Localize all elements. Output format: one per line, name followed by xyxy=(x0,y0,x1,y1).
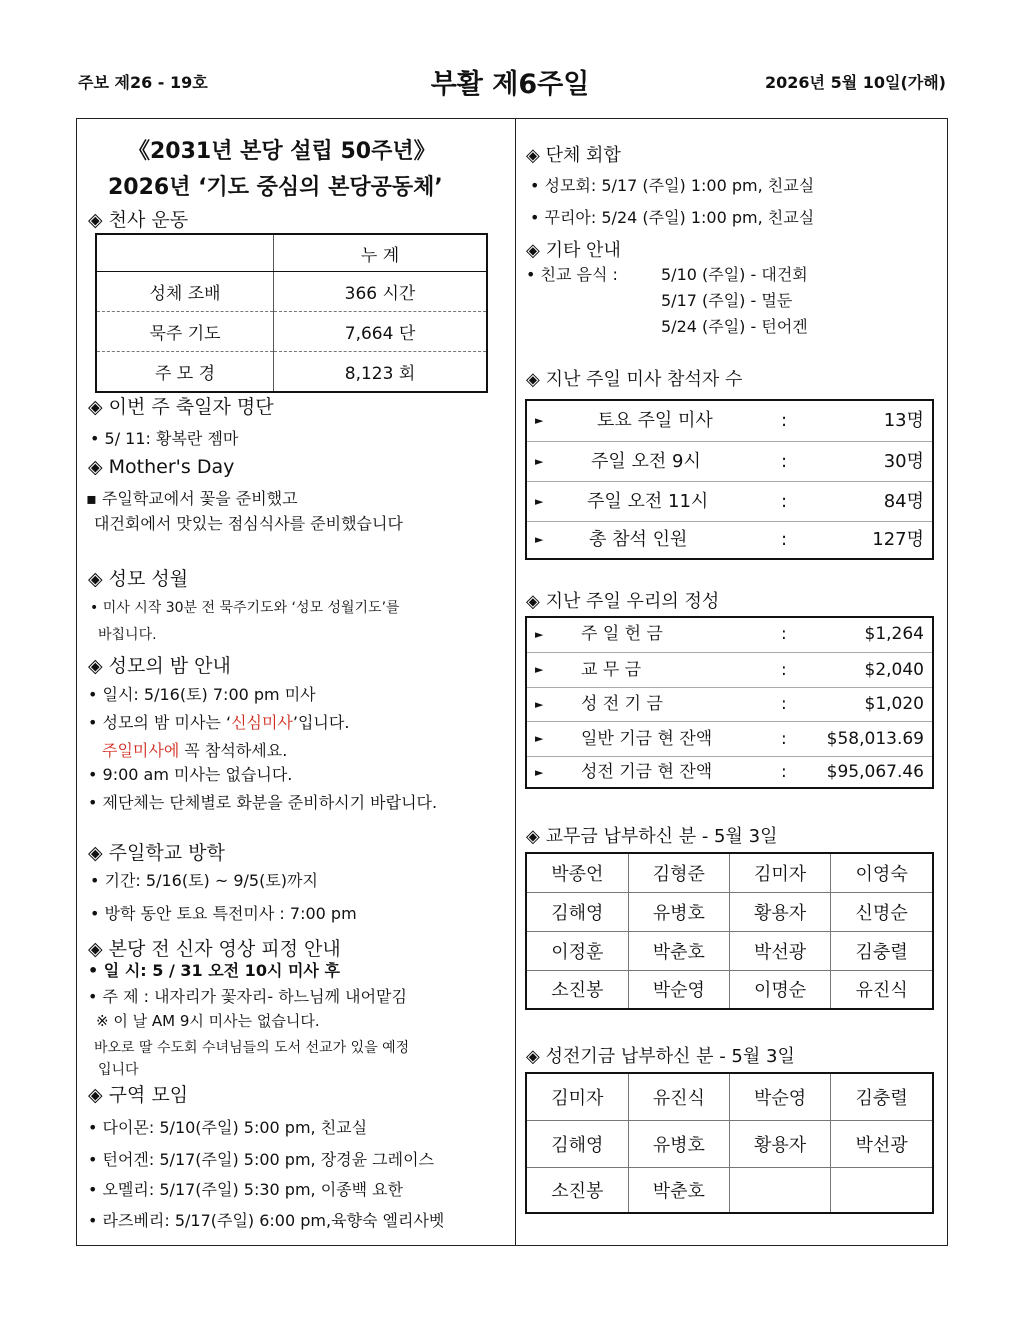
donor-name: 이정훈 xyxy=(526,931,628,970)
offering-label: 성 전 기 금 xyxy=(581,694,663,714)
mary-night-item2: • 성모의 밤 미사는 ‘신심미사’입니다. xyxy=(88,713,350,732)
issue-number: 주보 제26 - 19호 xyxy=(78,73,208,92)
offering-box xyxy=(525,616,934,789)
donor-name: 김충렬 xyxy=(831,931,933,970)
table-row xyxy=(96,352,487,393)
attendance-value: 13명 xyxy=(883,410,924,431)
arrow-icon: ► xyxy=(535,533,544,546)
retreat-item4: 바오로 딸 수도회 수녀님들의 도서 선교가 있을 예정 xyxy=(94,1040,410,1056)
groups-item2: • 꾸리아: 5/24 (주일) 1:00 pm, 친교실 xyxy=(530,208,815,227)
donor-name: 이영숙 xyxy=(831,853,933,892)
attendance-value: 84명 xyxy=(883,491,924,512)
school-item1: • 기간: 5/16(토) ~ 9/5(토)까지 xyxy=(90,871,318,890)
food-item3: 5/24 (주일) - 턴어겐 xyxy=(661,317,808,336)
district-item: • 오멜리: 5/17(주일) 5:30 pm, 이종백 요한 xyxy=(88,1180,404,1199)
district-item: • 다이몬: 5/10(주일) 5:00 pm, 친교실 xyxy=(88,1118,368,1137)
donor-name: 김해영 xyxy=(526,892,628,931)
attendance-label: 토요 주일 미사 xyxy=(597,410,713,431)
donor-name: 김형준 xyxy=(628,853,729,892)
angel-section-title: ◈ 천사 운동 xyxy=(88,209,189,231)
highlight-text: 신심미사 xyxy=(231,713,293,732)
angel-row-value: 7,664 단 xyxy=(274,312,488,352)
may-section-title: ◈ 성모 성월 xyxy=(88,568,189,590)
offering-section-title: ◈ 지난 주일 우리의 정성 xyxy=(526,591,720,612)
donor-name: 김미자 xyxy=(729,853,830,892)
donor-name xyxy=(831,1167,933,1213)
offering-label: 주 일 헌 금 xyxy=(581,624,663,644)
table-row xyxy=(526,931,933,970)
building-fund-table xyxy=(525,1072,934,1214)
mary-night-item4: • 9:00 am 미사는 없습니다. xyxy=(88,765,293,784)
may-line2: 바칩니다. xyxy=(98,627,157,643)
mothers-day-title: ◈ Mother's Day xyxy=(88,456,235,478)
donor-name: 이명순 xyxy=(729,970,830,1009)
table-row: ► 총 참석 인원 : 127명 xyxy=(527,521,932,558)
arrow-icon: ► xyxy=(535,766,544,779)
attendance-value: 30명 xyxy=(883,451,924,472)
angel-header-label: 누 계 xyxy=(274,234,488,272)
offering-label: 일반 기금 현 잔액 xyxy=(581,729,713,749)
table-row: ► 교 무 금 : $2,040 xyxy=(527,652,932,687)
attendance-label: 총 참석 인원 xyxy=(589,529,688,550)
district-item: • 턴어겐: 5/17(주일) 5:00 pm, 장경윤 그레이스 xyxy=(88,1150,434,1169)
feast-section-title: ◈ 이번 주 축일자 명단 xyxy=(88,396,274,418)
angel-table xyxy=(95,233,488,393)
attendance-label: 주일 오전 9시 xyxy=(591,451,701,472)
donor-name: 소진봉 xyxy=(526,1167,628,1213)
offering-value: $2,040 xyxy=(864,660,924,680)
parish-dues-table xyxy=(525,852,934,1010)
district-section-title: ◈ 구역 모임 xyxy=(88,1084,189,1106)
table-row xyxy=(96,234,487,272)
school-section-title: ◈ 주일학교 방학 xyxy=(88,842,225,864)
mothers-day-line1: ▪ 주일학교에서 꽃을 준비했고 xyxy=(86,489,298,508)
table-row: ► 토요 주일 미사 : 13명 xyxy=(527,401,932,441)
donor-name: 황용자 xyxy=(729,892,830,931)
table-row: ► 성 전 기 금 : $1,020 xyxy=(527,687,932,721)
donor-name: 박춘호 xyxy=(628,1167,729,1213)
table-row xyxy=(526,970,933,1009)
table-row xyxy=(96,312,487,352)
table-row xyxy=(526,1120,933,1167)
table-row: ► 주일 오전 9시 : 30명 xyxy=(527,441,932,481)
school-item2: • 방학 동안 토요 특전미사 : 7:00 pm xyxy=(90,904,357,923)
donor-name: 유진식 xyxy=(628,1073,729,1120)
offering-label: 성전 기금 현 잔액 xyxy=(581,762,713,782)
parish-dues-section-title: ◈ 교무금 납부하신 분 - 5월 3일 xyxy=(526,826,778,847)
mary-night-title: ◈ 성모의 밤 안내 xyxy=(88,655,231,677)
anniversary-theme: 2026년 ‘기도 중심의 본당공동체’ xyxy=(108,175,443,200)
donor-name: 박선광 xyxy=(831,1120,933,1167)
food-item2: 5/17 (주일) - 멀둔 xyxy=(661,291,793,310)
angel-row-label: 성체 조배 xyxy=(96,272,274,312)
table-row: ► 일반 기금 현 잔액 : $58,013.69 xyxy=(527,721,932,756)
groups-section-title: ◈ 단체 회합 xyxy=(526,145,621,166)
anniversary-heading: 《2031년 본당 설립 50주년》 xyxy=(128,139,436,164)
attendance-box xyxy=(525,399,934,560)
mary-night-item1: • 일시: 5/16(토) 7:00 pm 미사 xyxy=(88,685,316,704)
angel-row-value: 8,123 회 xyxy=(274,352,488,393)
mothers-day-line2: 대건회에서 맛있는 점심식사를 준비했습니다 xyxy=(94,514,403,533)
offering-value: $1,020 xyxy=(864,694,924,714)
column-divider xyxy=(515,118,516,1246)
feast-item: • 5/ 11: 황복란 젬마 xyxy=(90,429,239,448)
other-section-title: ◈ 기타 안내 xyxy=(526,240,621,261)
angel-row-label: 주 모 경 xyxy=(96,352,274,393)
table-row: ► 주 일 헌 금 : $1,264 xyxy=(527,618,932,652)
highlight-text: 주일미사에 xyxy=(102,741,180,760)
angel-row-value: 366 시간 xyxy=(274,272,488,312)
attendance-section-title: ◈ 지난 주일 미사 참석자 수 xyxy=(526,369,743,390)
mary-night-item5: • 제단체는 단체별로 화분을 준비하시기 바랍니다. xyxy=(88,793,438,812)
donor-name: 신명순 xyxy=(831,892,933,931)
table-row xyxy=(526,1167,933,1213)
table-row xyxy=(526,1073,933,1120)
attendance-value: 127명 xyxy=(872,529,924,550)
food-label: • 친교 음식 : xyxy=(526,265,618,284)
donor-name: 황용자 xyxy=(729,1120,830,1167)
donor-name: 박종언 xyxy=(526,853,628,892)
arrow-icon: ► xyxy=(535,455,544,468)
donor-name: 유병호 xyxy=(628,892,729,931)
retreat-item3: ※ 이 날 AM 9시 미사는 없습니다. xyxy=(96,1012,320,1030)
may-line1: • 미사 시작 30분 전 묵주기도와 ‘성모 성월기도’를 xyxy=(90,600,400,616)
donor-name: 김해영 xyxy=(526,1120,628,1167)
donor-name: 박선광 xyxy=(729,931,830,970)
page-title: 부활 제6주일 xyxy=(430,69,590,100)
donor-name: 유진식 xyxy=(831,970,933,1009)
angel-row-label: 묵주 기도 xyxy=(96,312,274,352)
retreat-item5: 입니다 xyxy=(98,1062,139,1078)
donor-name: 박춘호 xyxy=(628,931,729,970)
arrow-icon: ► xyxy=(535,663,544,676)
district-item: • 라즈베리: 5/17(주일) 6:00 pm,육향숙 엘리사벳 xyxy=(88,1211,445,1230)
groups-item1: • 성모회: 5/17 (주일) 1:00 pm, 친교실 xyxy=(530,176,815,195)
retreat-section-title: ◈ 본당 전 신자 영상 피정 안내 xyxy=(88,938,341,960)
issue-date: 2026년 5월 10일(가해) xyxy=(765,73,946,92)
arrow-icon: ► xyxy=(535,414,544,427)
donor-name: 박순영 xyxy=(628,970,729,1009)
retreat-item2: • 주 제 : 내자리가 꽃자리- 하느님께 내어맡김 xyxy=(88,987,407,1006)
table-row xyxy=(526,853,933,892)
offering-value: $95,067.46 xyxy=(826,762,924,782)
table-row xyxy=(526,892,933,931)
table-row: ► 성전 기금 현 잔액 : $95,067.46 xyxy=(527,756,932,787)
attendance-label: 주일 오전 11시 xyxy=(587,491,709,512)
offering-value: $1,264 xyxy=(864,624,924,644)
donor-name: 박순영 xyxy=(729,1073,830,1120)
arrow-icon: ► xyxy=(535,495,544,508)
table-row: ► 주일 오전 11시 : 84명 xyxy=(527,481,932,521)
building-fund-section-title: ◈ 성전기금 납부하신 분 - 5월 3일 xyxy=(526,1046,795,1067)
retreat-item1: • 일 시: 5 / 31 오전 10시 미사 후 xyxy=(88,961,340,980)
arrow-icon: ► xyxy=(535,732,544,745)
arrow-icon: ► xyxy=(535,628,544,641)
donor-name: 김미자 xyxy=(526,1073,628,1120)
donor-name xyxy=(729,1167,830,1213)
arrow-icon: ► xyxy=(535,698,544,711)
donor-name: 김충렬 xyxy=(831,1073,933,1120)
offering-value: $58,013.69 xyxy=(826,729,924,749)
food-item1: 5/10 (주일) - 대건회 xyxy=(661,265,808,284)
donor-name: 소진봉 xyxy=(526,970,628,1009)
table-row xyxy=(96,272,487,312)
mary-night-item3: 주일미사에 꼭 참석하세요. xyxy=(102,741,288,760)
donor-name: 유병호 xyxy=(628,1120,729,1167)
offering-label: 교 무 금 xyxy=(581,660,642,680)
